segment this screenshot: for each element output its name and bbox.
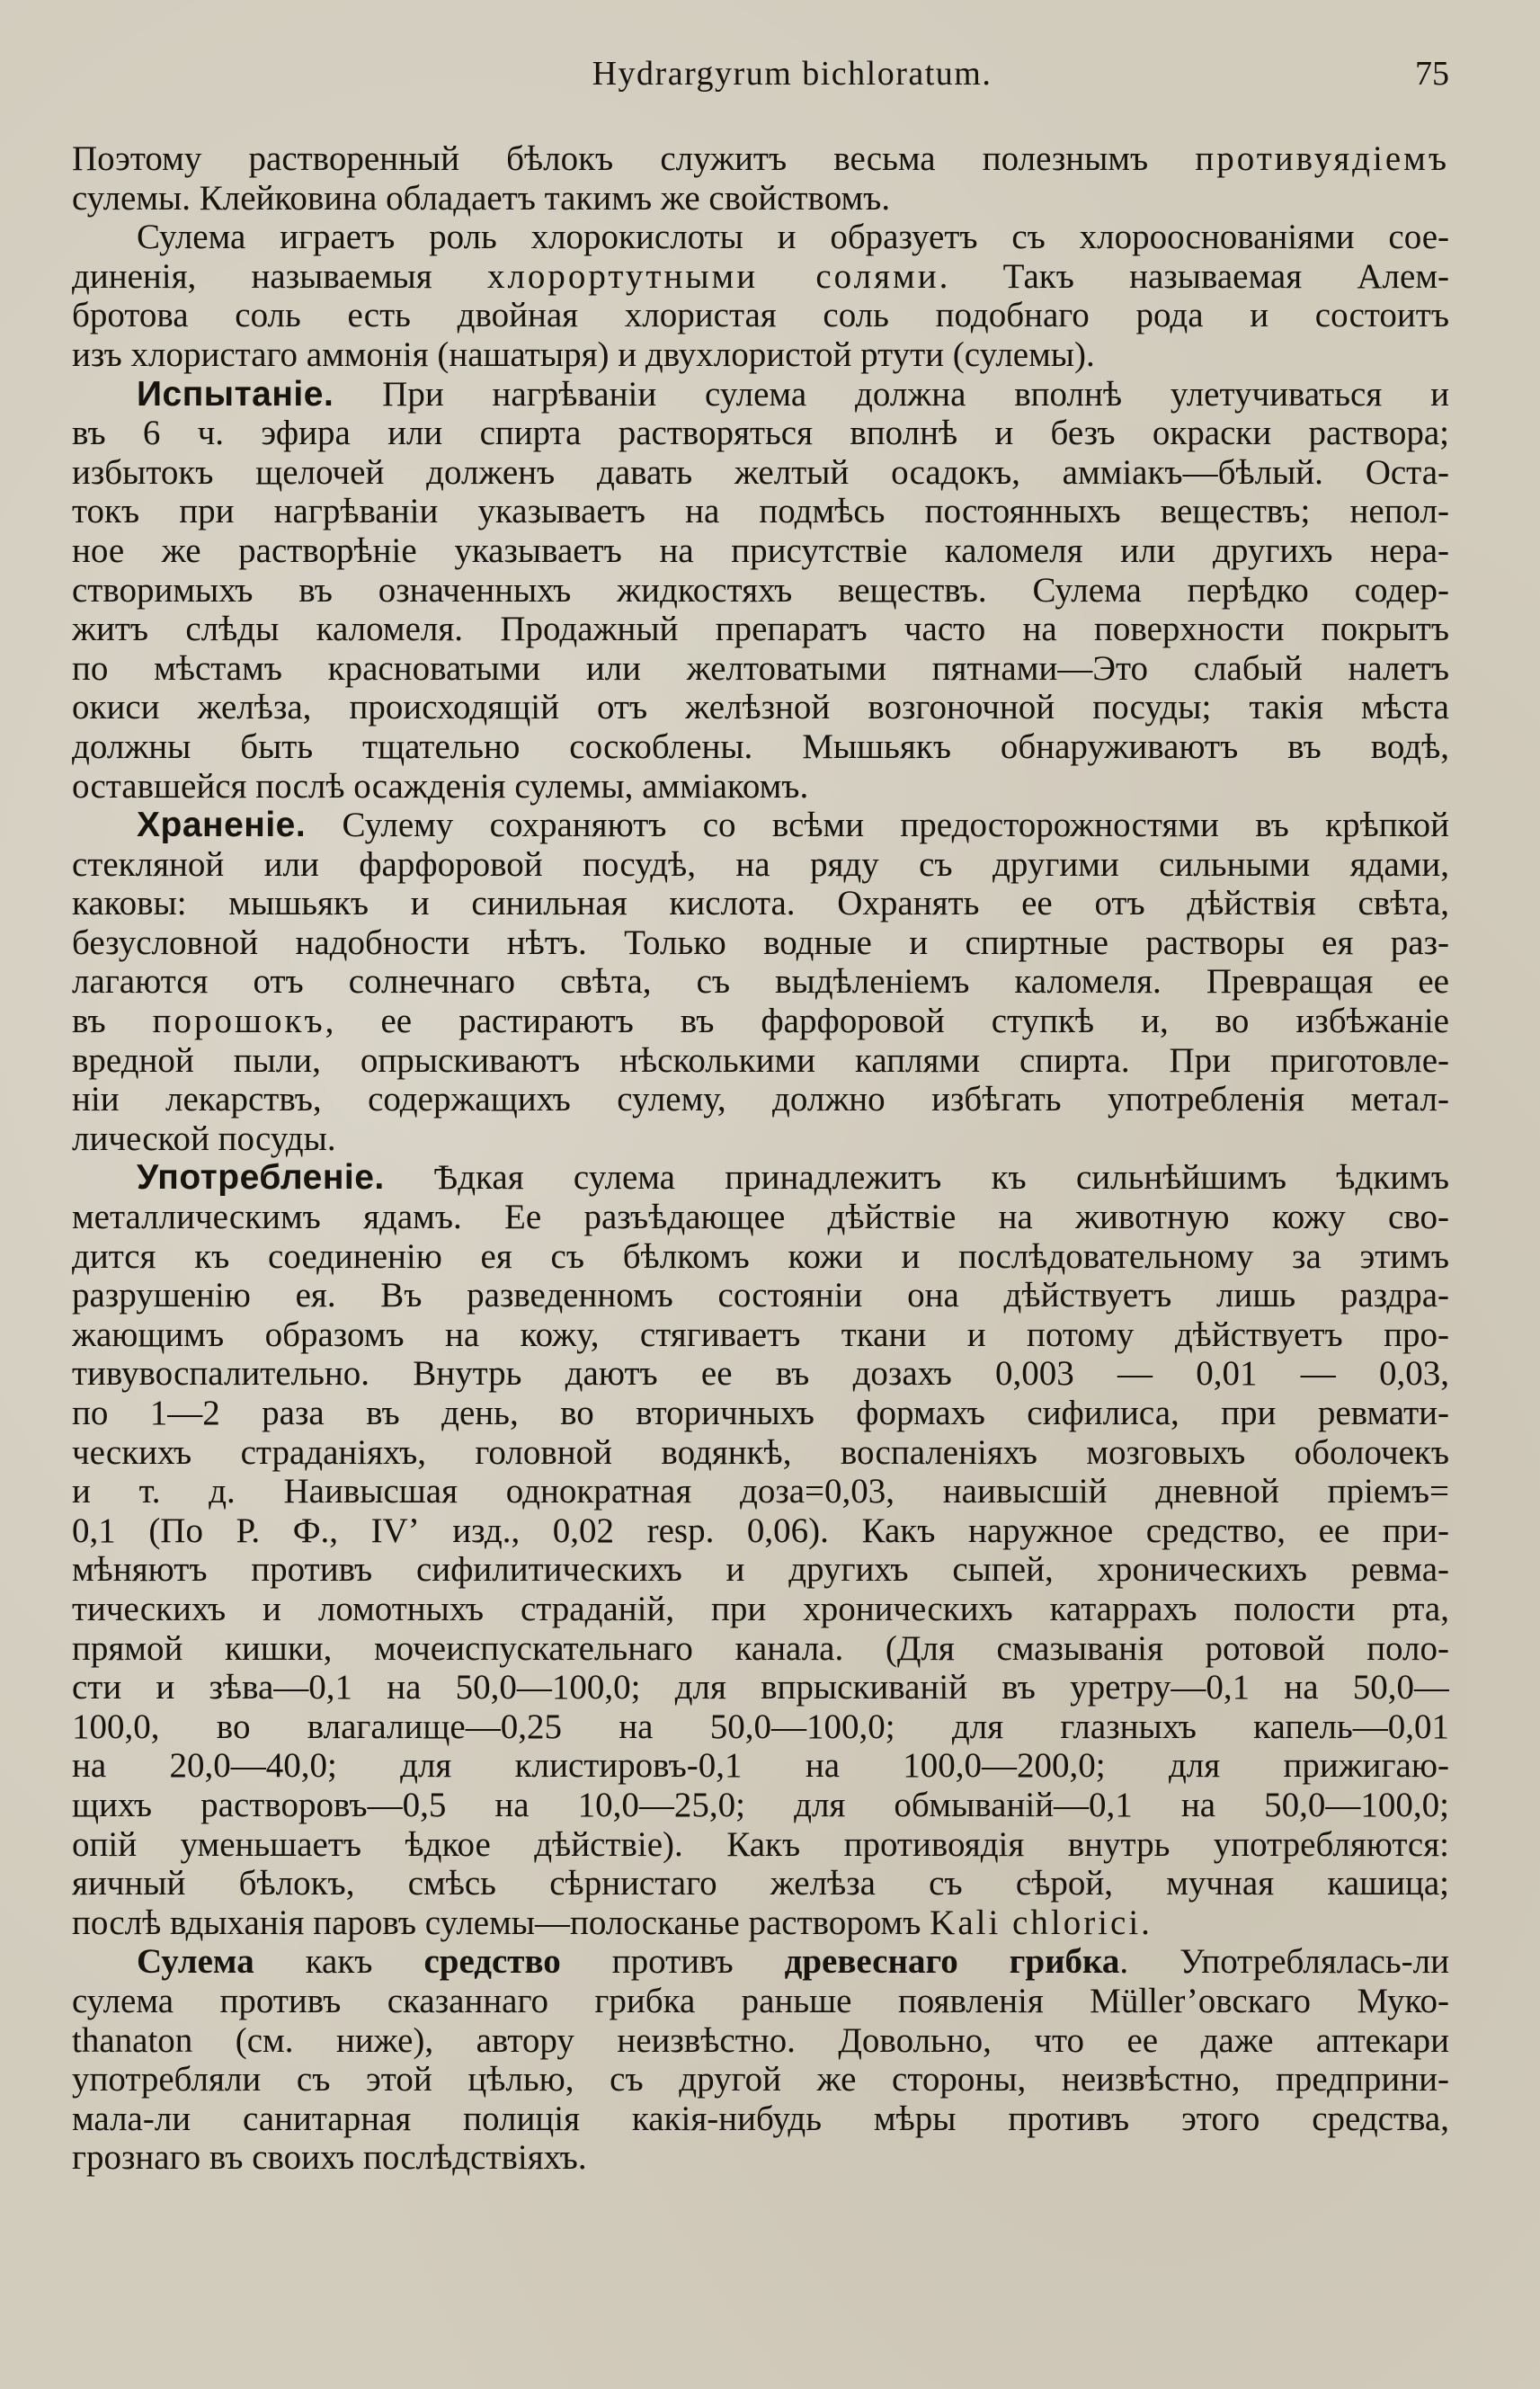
text-line <box>72 1472 1449 1511</box>
text-run: . Такъ называемая Алем- <box>939 256 1449 296</box>
text-run: безусловной надобности нѣтъ. Только водные и спиртные растворы ея раз- <box>72 923 1449 962</box>
text-run: щихъ растворовъ—0,5 на 10,0—25,0; для обмываній—0,1 на 50,0—100,0; <box>72 1785 1449 1824</box>
text-run: яичный бѣлокъ, смѣсь сѣрнистаго желѣза съ сѣрой, мучная кашица; <box>72 1864 1449 1903</box>
text-line <box>72 1825 1449 1865</box>
text-run: диненія, называемыя <box>72 256 487 296</box>
text-run: thanaton (см. ниже), автору неизвѣстно. Довольно, что ее даже аптекари <box>72 2020 1449 2060</box>
text-run: противъ <box>560 1942 785 1982</box>
section-heading: Храненіе. <box>137 806 307 845</box>
text-line <box>72 2060 1449 2099</box>
text-run: Ѣдкая сулема принадлежитъ къ сильнѣйшимъ ѣдкимъ <box>384 1158 1449 1198</box>
text-line <box>72 1080 1449 1119</box>
text-line <box>72 296 1449 335</box>
text-run: на 20,0—40,0; для клистировъ-0,1 на 100,0—200,0; для прижигаю- <box>72 1746 1449 1786</box>
text-line <box>72 1511 1449 1551</box>
text-run: жающимъ образомъ на кожу, стягиваетъ ткани и потому дѣйствуетъ про- <box>72 1315 1449 1354</box>
text-line <box>72 1041 1449 1081</box>
text-line <box>72 649 1449 689</box>
text-run: ное же растворѣніе указываетъ на присутствіе каломеля или другихъ нера- <box>72 530 1449 570</box>
paragraph <box>72 139 1449 218</box>
text-line <box>72 806 1449 845</box>
text-line <box>72 1786 1449 1825</box>
text-line <box>72 1982 1449 2021</box>
text-line <box>72 884 1449 923</box>
text-line <box>72 923 1449 963</box>
page-body <box>72 139 1449 2178</box>
text-run: металлическимъ ядамъ. Ее разъѣдающее дѣйствіе на животную кожу сво- <box>72 1198 1449 1237</box>
text-run: опій уменьшаетъ ѣдкое дѣйствіе). Какъ противоядія внутрь употребляются: <box>72 1824 1449 1864</box>
text-line <box>72 453 1449 493</box>
text-line <box>72 1903 1449 1943</box>
text-run: и т. д. Наивысшая однократная доза=0,03, наивысшій дневной пріемъ= <box>72 1472 1449 1511</box>
text-run: . <box>1141 1903 1150 1942</box>
text-run: Сулему сохраняютъ со всѣми предосторожностями въ крѣпкой <box>306 806 1449 845</box>
text-run: противуядіемъ <box>1195 139 1449 178</box>
text-line <box>72 1237 1449 1277</box>
paragraph <box>72 1158 1449 1942</box>
text-line <box>72 2021 1449 2061</box>
text-run: избытокъ щелочей долженъ давать желтый осадокъ, амміакъ—бѣлый. Оста- <box>72 452 1449 492</box>
text-run: . Употреблялась-ли <box>1119 1942 1449 1982</box>
text-line <box>72 2099 1449 2139</box>
text-run: вредной пыли, опрыскиваютъ нѣсколькими каплями спирта. При приготовле- <box>72 1040 1449 1080</box>
text-run: дится къ соединенію ея съ бѣлкомъ кожи и послѣдовательному за этимъ <box>72 1236 1449 1276</box>
text-run: житъ слѣды каломеля. Продажный препаратъ часто на поверхности покрытъ <box>72 610 1449 649</box>
text-run: средство <box>423 1942 561 1982</box>
text-line <box>72 1550 1449 1590</box>
paragraph <box>72 218 1449 374</box>
text-line <box>72 1158 1449 1198</box>
text-run: лагаются отъ солнечнаго свѣта, съ выдѣленіемъ каломеля. Превращая ее <box>72 962 1449 1002</box>
text-run: какъ <box>254 1942 424 1982</box>
text-line <box>72 414 1449 453</box>
text-run: порошокъ <box>152 1002 325 1041</box>
text-line <box>72 335 1449 375</box>
text-run: мала-ли санитарная полиція какія-нибудь мѣры противъ этого средства, <box>72 2099 1449 2138</box>
text-line <box>72 1394 1449 1433</box>
text-run: сулема противъ сказаннаго грибка раньше появленія Müller’овскаго Муко- <box>72 1981 1449 2020</box>
paragraph <box>72 1942 1449 2178</box>
text-run: Сулема играетъ роль хлорокислоты и образуетъ съ хлорооснованіями сое- <box>137 218 1449 257</box>
running-title: Hydrargyrum bichloratum. <box>592 55 993 93</box>
text-run: употребляли съ этой цѣлью, съ другой же стороны, неизвѣстно, предприни- <box>72 2060 1449 2099</box>
text-line <box>72 1942 1449 1982</box>
text-line <box>72 1198 1449 1237</box>
text-line <box>72 531 1449 571</box>
text-run: изъ хлористаго аммонія (нашатыря) и двухлористой ртути (сулемы). <box>72 334 1095 374</box>
text-line <box>72 1002 1449 1041</box>
section-heading: Испытаніе. <box>137 374 334 414</box>
text-run: створимыхъ въ означенныхъ жидкостяхъ веществъ. Сулема перѣдко содер- <box>72 570 1449 610</box>
text-run: стекляной или фарфоровой посудѣ, на ряду съ другими сильными ядами, <box>72 844 1449 884</box>
text-line <box>72 1746 1449 1786</box>
text-line <box>72 1119 1449 1159</box>
text-line <box>72 1707 1449 1747</box>
text-run: разрушенію ея. Въ разведенномъ состояніи она дѣйствуетъ лишь раздра- <box>72 1276 1449 1315</box>
text-line <box>72 375 1449 415</box>
text-line <box>72 962 1449 1002</box>
section-heading: Употребленіе. <box>137 1158 385 1198</box>
text-line <box>72 688 1449 727</box>
text-line <box>72 1864 1449 1903</box>
text-run: окиси желѣза, происходящій отъ желѣзной возгоночной посуды; такія мѣста <box>72 688 1449 727</box>
text-run: мѣняютъ противъ сифилитическихъ и другихъ сыпей, хроническихъ ревма- <box>72 1550 1449 1590</box>
text-run: сти и зѣва—0,1 на 50,0—100,0; для впрыскиваній въ уретру—0,1 на 50,0— <box>72 1668 1449 1707</box>
text-line <box>72 1433 1449 1473</box>
text-run: 100,0, во влагалище—0,25 на 50,0—100,0; для глазныхъ капель—0,01 <box>72 1707 1449 1746</box>
text-run: токъ при нагрѣваніи указываетъ на подмѣсь постоянныхъ веществъ; непол- <box>72 492 1449 531</box>
text-run: по 1—2 раза въ день, во вторичныхъ формахъ сифилиса, при ревмати- <box>72 1394 1449 1432</box>
text-run: хлорортутными солями <box>486 256 939 296</box>
text-line <box>72 1315 1449 1355</box>
text-run: Поэтому растворенный бѣлокъ служитъ весьма полезнымъ <box>72 139 1196 178</box>
text-line <box>72 767 1449 807</box>
text-run: въ <box>72 1002 153 1041</box>
paragraph <box>72 375 1449 807</box>
text-run: лической посуды. <box>72 1119 336 1158</box>
text-run: послѣ вдыханія паровъ сулемы—полосканье растворомъ <box>72 1903 930 1942</box>
text-line <box>72 492 1449 531</box>
text-run: въ 6 ч. эфира или спирта растворяться вполнѣ и безъ окраски раствора; <box>72 414 1449 453</box>
text-line <box>72 727 1449 767</box>
text-line <box>72 1629 1449 1669</box>
text-line <box>72 845 1449 885</box>
text-line <box>72 1668 1449 1707</box>
text-line <box>72 179 1449 218</box>
text-run: , ее растираютъ въ фарфоровой ступкѣ и, во избѣжаніе <box>325 1002 1449 1041</box>
text-run: грознаго въ своихъ послѣдствіяхъ. <box>72 2138 587 2178</box>
text-run: бротова соль есть двойная хлористая соль подобнаго рода и состоитъ <box>72 296 1449 335</box>
text-line <box>72 1276 1449 1315</box>
text-line <box>72 1354 1449 1394</box>
text-line <box>72 257 1449 297</box>
text-run: ческихъ страданіяхъ, головной водянкѣ, воспаленіяхъ мозговыхъ оболочекъ <box>72 1432 1449 1472</box>
text-run: древеснаго грибка <box>784 1942 1120 1982</box>
text-run: по мѣстамъ красноватыми или желтоватыми пятнами—Это слабый налетъ <box>72 648 1449 688</box>
text-run: тическихъ и ломотныхъ страданій, при хроническихъ катаррахъ полости рта, <box>72 1589 1449 1628</box>
text-run: Kali chlorici <box>930 1903 1142 1942</box>
text-line <box>72 571 1449 611</box>
text-run: ніи лекарствъ, содержащихъ сулему, должно избѣгать употребленія метал- <box>72 1080 1449 1119</box>
text-run: каковы: мышьякъ и синильная кислота. Охранять ее отъ дѣйствія свѣта, <box>72 884 1449 923</box>
paragraph <box>72 806 1449 1158</box>
text-line <box>72 139 1449 179</box>
text-line <box>72 1590 1449 1629</box>
text-run: тивувоспалительно. Внутрь даютъ ее въ дозахъ 0,003 — 0,01 — 0,03, <box>72 1354 1449 1394</box>
page-number: 75 <box>1415 55 1449 93</box>
text-run: Сулема <box>137 1942 254 1982</box>
text-run: прямой кишки, мочеиспускательнаго канала. (Для смазыванія ротовой поло- <box>72 1628 1449 1668</box>
text-line <box>72 218 1449 257</box>
text-line <box>72 610 1449 649</box>
text-line <box>72 2138 1449 2178</box>
text-run: 0,1 (По Р. Ф., IVʼ изд., 0,02 resp. 0,06). Какъ наружное средство, ее при- <box>72 1511 1449 1550</box>
text-run: сулемы. Клейковина обладаетъ такимъ же свойствомъ. <box>72 178 891 218</box>
text-run: должны быть тщательно соскоблены. Мышьякъ обнаруживаютъ въ водѣ, <box>72 727 1449 766</box>
page-header <box>135 47 1449 101</box>
text-run: При нагрѣваніи сулема должна вполнѣ улетучиваться и <box>334 374 1449 414</box>
text-run: оставшейся послѣ осажденія сулемы, амміакомъ. <box>72 766 809 806</box>
